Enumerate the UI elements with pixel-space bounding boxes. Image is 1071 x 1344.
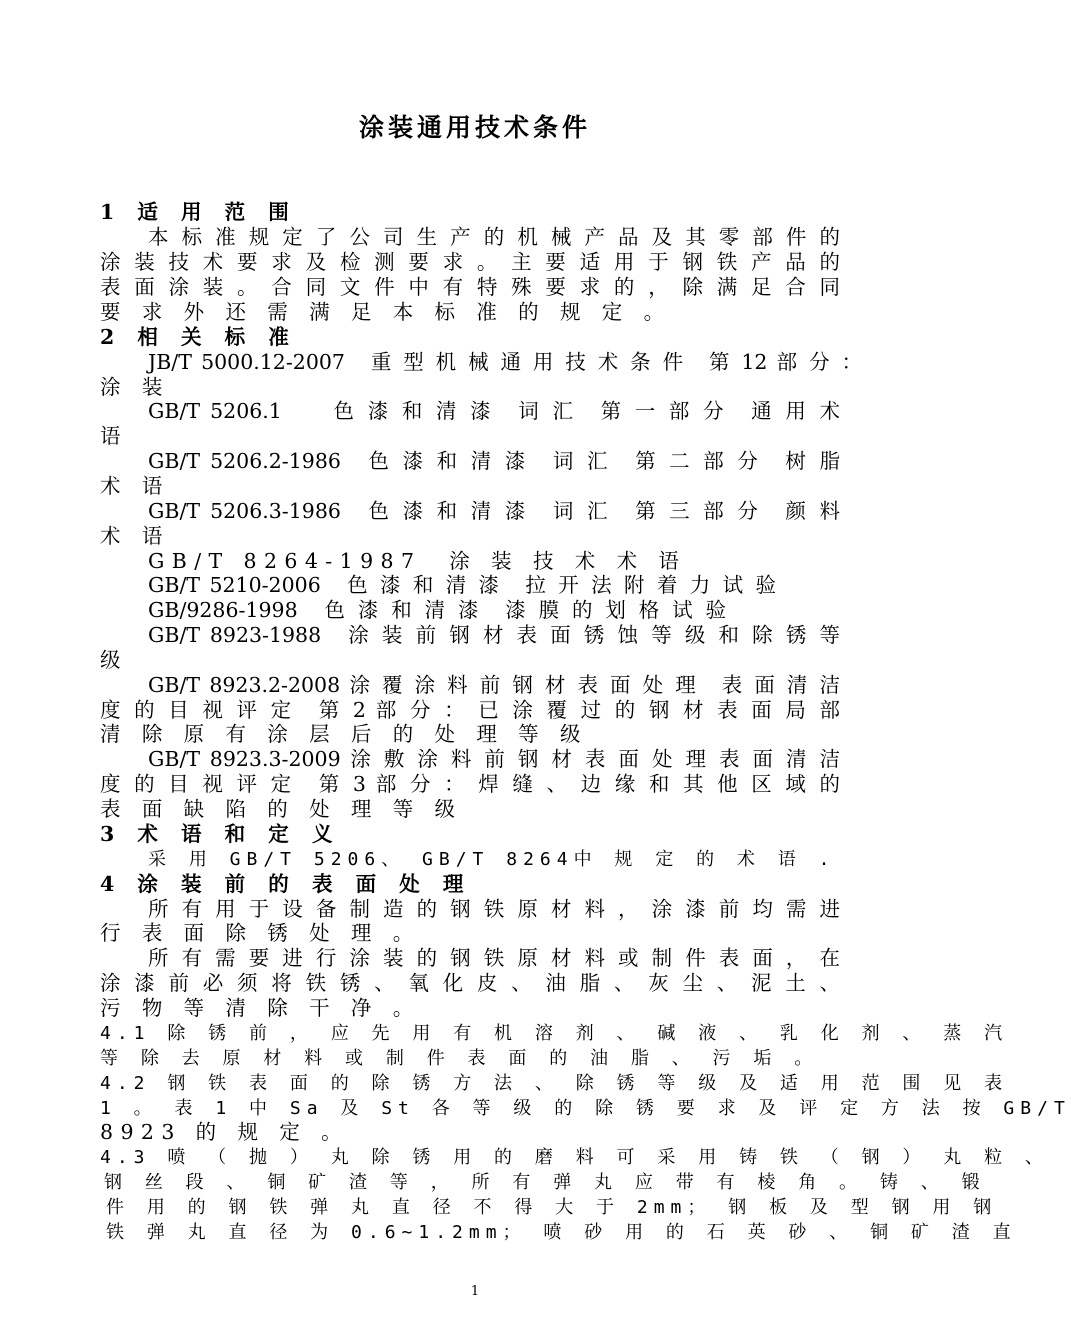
- standard-item: GB/T 5210-2006 色 漆 和 清 漆 拉 开 法 附 着 力 试 验: [148, 573, 776, 597]
- clause-4-3-cont: 铁 弹 丸 直 径 为 0.6~1.2mm； 喷 砂 用 的 石 英 砂 、 铜 矿 渣 直: [106, 1222, 1017, 1243]
- section-heading-3: 3 术 语 和 定 义: [100, 822, 341, 846]
- standard-item-cont: 清 除 原 有 涂 层 后 的 处 理 等 级: [100, 722, 588, 746]
- paragraph-line: 所 有 用 于 设 备 制 造 的 钢 铁 原 材 料 ， 涂 漆 前 均 需 进: [148, 897, 840, 921]
- section-heading-2: 2 相 关 标 准: [100, 325, 297, 349]
- clause-4-3: 4.3 喷 （ 抛 ） 丸 除 锈 用 的 磨 料 可 采 用 铸 铁 （ 钢 ） 丸 粒 、: [100, 1147, 1049, 1168]
- standard-item-cont: 度 的 目 视 评 定 第 2 部 分 ： 已 涂 覆 过 的 钢 材 表 面 局 部: [100, 698, 840, 722]
- clause-4-2: 4.2 钢 铁 表 面 的 除 锈 方 法 、 除 锈 等 级 及 适 用 范 围 见 表: [100, 1073, 1009, 1094]
- paragraph-line: 要 求 外 还 需 满 足 本 标 准 的 规 定 。: [100, 300, 672, 324]
- page-number: 1: [470, 1284, 480, 1299]
- paragraph-line: 涂 漆 前 必 须 将 铁 锈 、 氧 化 皮 、 油 脂 、 灰 尘 、 泥 土 、: [100, 971, 840, 995]
- standard-item: GB/T 8923-1988 涂 装 前 钢 材 表 面 锈 蚀 等 级 和 除 锈 等: [148, 623, 840, 647]
- standard-item-cont: 表 面 缺 陷 的 处 理 等 级: [100, 797, 463, 821]
- standard-item: GB/T 8923.2-2008 涂 覆 涂 料 前 钢 材 表 面 处 理 表 面 清 洁: [148, 673, 840, 697]
- standard-item-cont: 语: [100, 424, 121, 448]
- standard-item-cont: 度 的 目 视 评 定 第 3 部 分 ： 焊 缝 、 边 缘 和 其 他 区 域 的: [100, 772, 840, 796]
- clause-4-3-cont: 钢 丝 段 、 铜 矿 渣 等 ， 所 有 弹 丸 应 带 有 棱 角 。 铸 、 锻: [104, 1172, 986, 1193]
- standard-item-cont: 术 语: [100, 474, 170, 498]
- standard-item: GB/T 8923.3-2009 涂 敷 涂 料 前 钢 材 表 面 处 理 表 面 清 洁: [148, 747, 840, 771]
- paragraph-line: 本 标 准 规 定 了 公 司 生 产 的 机 械 产 品 及 其 零 部 件 的: [148, 225, 840, 249]
- clause-4-2-cont: 1 。 表 1 中 Sa 及 St 各 等 级 的 除 锈 要 求 及 评 定 方 法 按 GB/T: [100, 1098, 1071, 1119]
- paragraph-line: 行 表 面 除 锈 处 理 。: [100, 921, 421, 945]
- clause-4-3-cont: 件 用 的 钢 铁 弹 丸 直 径 不 得 大 于 2mm； 钢 板 及 型 钢 用 钢: [106, 1197, 998, 1218]
- section-heading-1: 1 适 用 范 围: [100, 200, 297, 224]
- section-heading-4: 4 涂 装 前 的 表 面 处 理: [100, 872, 472, 896]
- paragraph-line: 污 物 等 清 除 干 净 。: [100, 996, 421, 1020]
- standard-item-cont: 术 语: [100, 524, 170, 548]
- standard-item-cont: 涂 装: [100, 375, 170, 399]
- paragraph-line: 表 面 涂 装 。 合 同 文 件 中 有 特 殊 要 求 的 ， 除 满 足 合 同: [100, 275, 840, 299]
- standard-item: GB/T 5206.1 色 漆 和 清 漆 词 汇 第 一 部 分 通 用 术: [148, 399, 840, 423]
- standard-item: GB/T 8264-1987 涂 装 技 术 术 语: [148, 549, 687, 573]
- standard-item: GB/T 5206.2-1986 色 漆 和 清 漆 词 汇 第 二 部 分 树 脂: [148, 449, 840, 473]
- standard-item: GB/T 5206.3-1986 色 漆 和 清 漆 词 汇 第 三 部 分 颜 料: [148, 499, 840, 523]
- paragraph-line: 涂 装 技 术 要 求 及 检 测 要 求 。 主 要 适 用 于 钢 铁 产 品 的: [100, 250, 840, 274]
- clause-4-1-cont: 等 除 去 原 材 料 或 制 件 表 面 的 油 脂 、 污 垢 。: [100, 1048, 819, 1069]
- paragraph-line: 采 用 GB/T 5206、 GB/T 8264中 规 定 的 术 语 .: [148, 849, 836, 870]
- standard-item-cont: 级: [100, 648, 121, 672]
- standard-item: GB/9286-1998 色 漆 和 清 漆 漆 膜 的 划 格 试 验: [148, 598, 726, 622]
- clause-4-2-cont: 8923 的 规 定 。: [100, 1120, 350, 1144]
- standard-item: JB/T 5000.12-2007 重 型 机 械 通 用 技 术 条 件 第 12 部 分 ：: [148, 350, 862, 374]
- clause-4-1: 4.1 除 锈 前 ， 应 先 用 有 机 溶 剂 、 碱 液 、 乳 化 剂 、 蒸 汽: [100, 1023, 1009, 1044]
- paragraph-line: 所 有 需 要 进 行 涂 装 的 钢 铁 原 材 料 或 制 件 表 面 ， 在: [148, 946, 840, 970]
- document-title: 涂装通用技术条件: [358, 113, 591, 142]
